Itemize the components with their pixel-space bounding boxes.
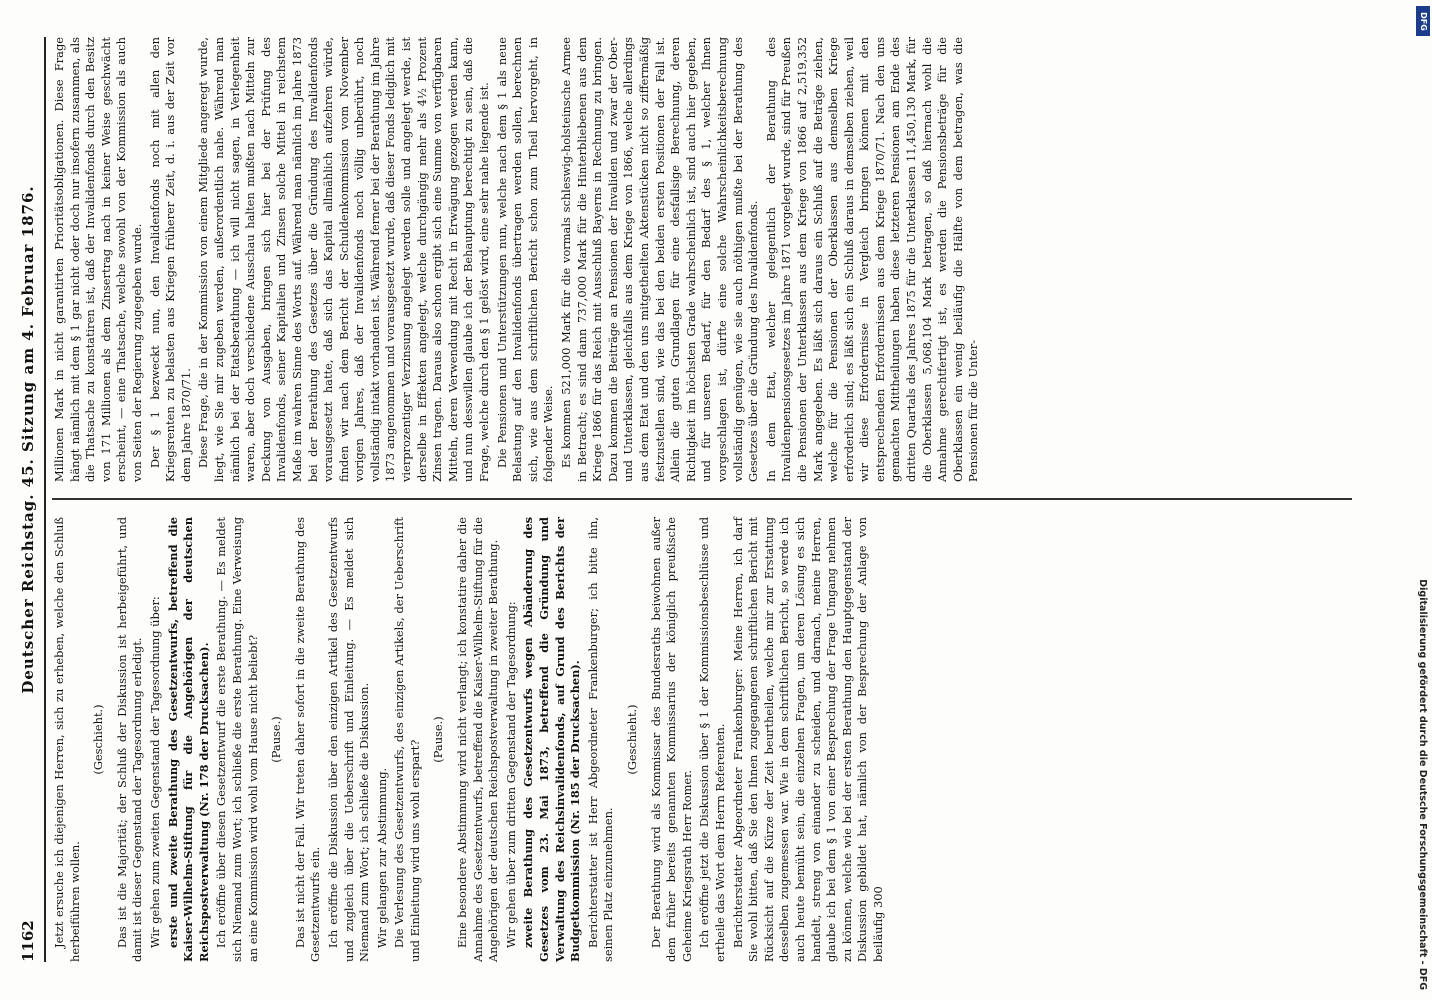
right-column-paragraph: In dem Etat, welcher gelegentlich der Berathung des Invalidenpensionsgesetzes im Jahre 1871 vorgelegt wurde, sind für Preußen die Pensionen der Unterklassen aus dem Kriege von 1866 auf 2,519,352 Mark angegeben. Es läßt sich daraus ein Schluß auf die Beträge ziehen, welche für die Pensionen der Oberklassen aus demselben Kriege erforderlich sind; es läßt sich ein Schluß daraus in demselben ziehen, weil wir diese Erfordernisse in Vergleich bringen können mit den entsprechenden Erfordernissen aus dem Kriege 1870/71. Nach den uns gemachten Mittheilungen haben diese letzteren Pensionen am Ende des dritten Quartals des Jahres 1875 für die Unterklassen 11,450,130 Mark, für die Oberklassen 5,068,104 Mark betragen, so daß hiernach wohl die Annahme gerechtfertigt ist, es werden die Pensionsbeträge für die Oberklassen ein wenig beiläufig die Hälfte von dem betragen, was die Pensionen für die Unter- <box>763 37 981 482</box>
left-column-paragraph: Das ist nicht der Fall. Wir treten daher sofort in die zweite Berathung des Gesetzentwurfs ein. <box>292 517 323 962</box>
dfg-logo-text: DFG <box>1418 11 1428 31</box>
left-column-paragraph: (Pause.) <box>431 716 446 763</box>
left-column-paragraph: Wir gehen zum zweiten Gegenstand der Tagesordnung über: <box>147 596 162 948</box>
credit-text: Digitalisierung gefördert durch die Deutsche Forschungsgemeinschaft - DFG <box>1417 579 1428 990</box>
digitization-credit <box>1414 10 1430 990</box>
left-column-paragraph: erste und zweite Berathung des Gesetzentwurfs, betreffend die Kaiser-Wilhelm-Stiftung für die Angehörigen der deutschen Reichspostverwaltung (Nr. 178 der Drucksachen). <box>165 517 211 962</box>
rotated-page <box>0 20 1395 980</box>
left-column-paragraph: Die Verlesung des Gesetzentwurfs, des einzigen Artikels, der Ueberschrift und Einleitung wird uns wohl erspart? <box>392 517 422 962</box>
dfg-logo <box>1416 6 1430 36</box>
page-title: Deutscher Reichstag. 45. Sitzung am 4. Februar 1876. <box>19 185 37 694</box>
column-divider <box>52 499 1352 501</box>
left-column-paragraph: (Pause.) <box>269 716 284 763</box>
right-column <box>52 37 984 482</box>
left-column-paragraph: Ich eröffne über diesen Gesetzentwurf die erste Berathung. — Es meldet sich Niemand zum Wort; ich schließe die erste Berathung. Eine Verweisung an eine Kommission wird wohl vom Hause nicht beliebt? <box>214 517 260 962</box>
left-column-paragraph: (Geschieht.) <box>625 704 639 775</box>
left-column-paragraph: Jetzt ersuche ich diejenigen Herren, sich zu erheben, welche den Schluß herbeiführen wollen. <box>52 517 82 962</box>
left-column-paragraph: Wir gehen über zum dritten Gegenstand der Tagesordnung: <box>503 601 518 948</box>
left-column-paragraph: zweite Berathung des Gesetzentwurfs wegen Abänderung des Gesetzes vom 23. Mai 1873, betreffend die Gründung und Verwaltung des Reichsinvalidenfonds, auf Grund des Berichts der Budgetkommission (Nr. 185 der Drucksachen). <box>521 517 583 962</box>
right-column-paragraph: Es kommen 521,000 Mark für die vormals schleswig-holsteinsche Armee in Betracht; es sind dann 737,000 Mark für die Hinterbliebenen aus dem Kriege 1866 für das Reich mit Ausschluß Bayerns in Rechnung zu bringen. Dazu kommen die Beiträge an Pensionen der Invaliden und zwar der Ober- und Unterklassen, gleichfalls aus dem Kriege von 1866, welche allerdings aus dem Etat und den uns mitgetheilten Aktenstücken nicht so ziffermäßig festzustellen sind, wie das bei den beiden ersten Positionen der Fall ist. Allein die guten Grundlagen für eine desfallsige Berechnung, deren Richtigkeit im höchsten Grade wahrscheinlich ist, sind auch hier gegeben, und für unseren Bedarf, für den Bedarf des § 1, welcher Ihnen vorgeschlagen ist, dürfte eine solche Wahrscheinlichkeitsberechnung vollständig genügen, wie sie auch nöthigen mußte bei der Berathung des Gesetzes über die Gründung des Invalidenfonds. <box>559 37 761 482</box>
right-column-paragraph: Diese Frage, die in der Kommission von einem Mitgliede angeregt wurde, liegt, wie Sie mir zugeben werden, außerordentlich nahe. Während man nämlich bei der Etatsberathung — ich will nicht sagen, in Verlegenheit waren, aber doch verschiedene Ausschau halten mußten nach Mitteln zur Deckung von Ausgaben, bringen sich hier bei der Prüfung des Invalidenfonds, seiner Kapitalien und Zinsen solche Mittel in reichstem Maße im wahren Sinne des Worts auf. Während man nämlich im Jahre 1873 bei der Berathung des Gesetzes über die Gründung des Invalidenfonds vorausgesetzt hatte, daß sich das Kapital allmählich aufzehren würde, finden wir nach dem Bericht der Schuldenkommission vom November vorigen Jahres, daß der Invalidenfonds noch völlig unberührt, noch vollständig intakt vorhanden ist. Während ferner bei der Berathung im Jahre 1873 angenommen und vorausgesetzt wurde, daß dieser Fonds lediglich mit vierprozentiger Verzinsung angelegt werden solle und angelegt werde, ist derselbe in Effekten angelegt, welche durchgängig mehr als 4½ Prozent Zinsen tragen. Daraus also schon ergibt sich eine Summe von verfügbaren Mitteln, deren Verwendung mit Recht in Erwägung gezogen werden kann, und nun desswillen glaube ich der Behauptung berechtigt zu sein, daß die Frage, welche durch den § 1 gelöst wird, eine sehr nahe liegende ist. <box>196 37 492 482</box>
left-column-paragraph: Wir gelangen zur Abstimmung. <box>374 767 389 948</box>
left-column <box>52 517 889 962</box>
right-column-paragraph: Millionen Mark in nicht garantirten Prioritätsobligationen. Diese Frage hängt nämlich mit dem § 1 gar nicht oder doch nur insofern zusammen, als die Thatsache zu konstatiren ist, daß der Invalidenfonds durch den Besitz von 171 Millionen als dem Zinsertrag nach in keiner Weise geschwächt erscheint, — eine Thatsache, welche sowohl von der Kommission als auch von Seiten der Regierung zugegeben wurde. <box>52 37 144 482</box>
left-column-paragraph: (Geschieht.) <box>91 704 106 775</box>
left-column-paragraph: Der Berathung wird als Kommissar des Bundesraths beiwohnen außer dem früher bereits genannten Kommissarius der königlich preußische Geheime Kriegsrath Herr Romer. <box>648 517 694 962</box>
page-header <box>14 37 42 962</box>
left-column-paragraph: Ich eröffne die Diskussion über den einzigen Artikel des Gesetzentwurfs und zugleich über die Ueberschrift und Einleitung. — Es meldet sich Niemand zum Wort; ich schließe die Diskussion. <box>325 517 372 962</box>
right-column-paragraph: Der § 1 bezweckt nun, den Invalidenfonds noch mit allen den Kriegsrenten zu belasten aus Kriegen früherer Zeit, d. i. aus der Zeit vor dem Jahre 1870/71. <box>147 37 193 482</box>
left-column-paragraph: Das ist die Majorität; der Schluß der Diskussion ist herbeigeführt, und damit ist dieser Gegenstand der Tagesordnung erledigt. <box>114 517 145 962</box>
page-number: 1162 <box>19 920 37 962</box>
left-column-paragraph: Berichterstatter ist Herr Abgeordneter Frankenburger; ich bitte ihn, seinen Platz einzunehmen. <box>585 517 616 962</box>
left-column-paragraph: Ich eröffne jetzt die Diskussion über § 1 der Kommissionsbeschlüsse und ertheile das Wort dem Herrn Referenten. <box>697 517 727 962</box>
left-column-paragraph: Eine besondere Abstimmung wird nicht verlangt; ich konstatire daher die Annahme des Gesetzentwurfs, betreffend die Kaiser-Wilhelm-Stiftung für die Angehörigen der deutschen Reichspostverwaltung in zweiter Berathung. <box>455 517 501 962</box>
right-column-paragraph: Die Pensionen und Unterstützungen nun, welche nach dem § 1 als neue Belastung auf den Invalidenfonds übertragen werden sollen, berechnen sich, wie aus dem schriftlichen Bericht schon zum Theil hervorgeht, in folgender Weise. <box>494 37 556 482</box>
left-column-paragraph: Berichterstatter Abgeordneter Frankenburger: Meine Herren, ich darf Sie wohl bitten, daß Sie den Ihnen zugegangenen schriftlichen Bericht mit Rücksicht auf die Kürze der Zeit beurtheilen, welche mir zur Erstattung desselben zugemessen war. Wie in dem schriftlichen Bericht, so werde ich auch heute bemüht sein, die einzelnen Fragen, um deren Lösung es sich handelt, streng von einander zu scheiden, und darnach, meine Herren, glaube ich bei dem § 1 von einer Besprechung der Frage Umgang nehmen zu können, welche wie bei der ersten Berathung den Hauptgegenstand der Diskussion gebildet hat, nämlich von der Besprechung der Anlage von beiläufig 300 <box>730 517 885 962</box>
header-rule <box>44 37 46 962</box>
